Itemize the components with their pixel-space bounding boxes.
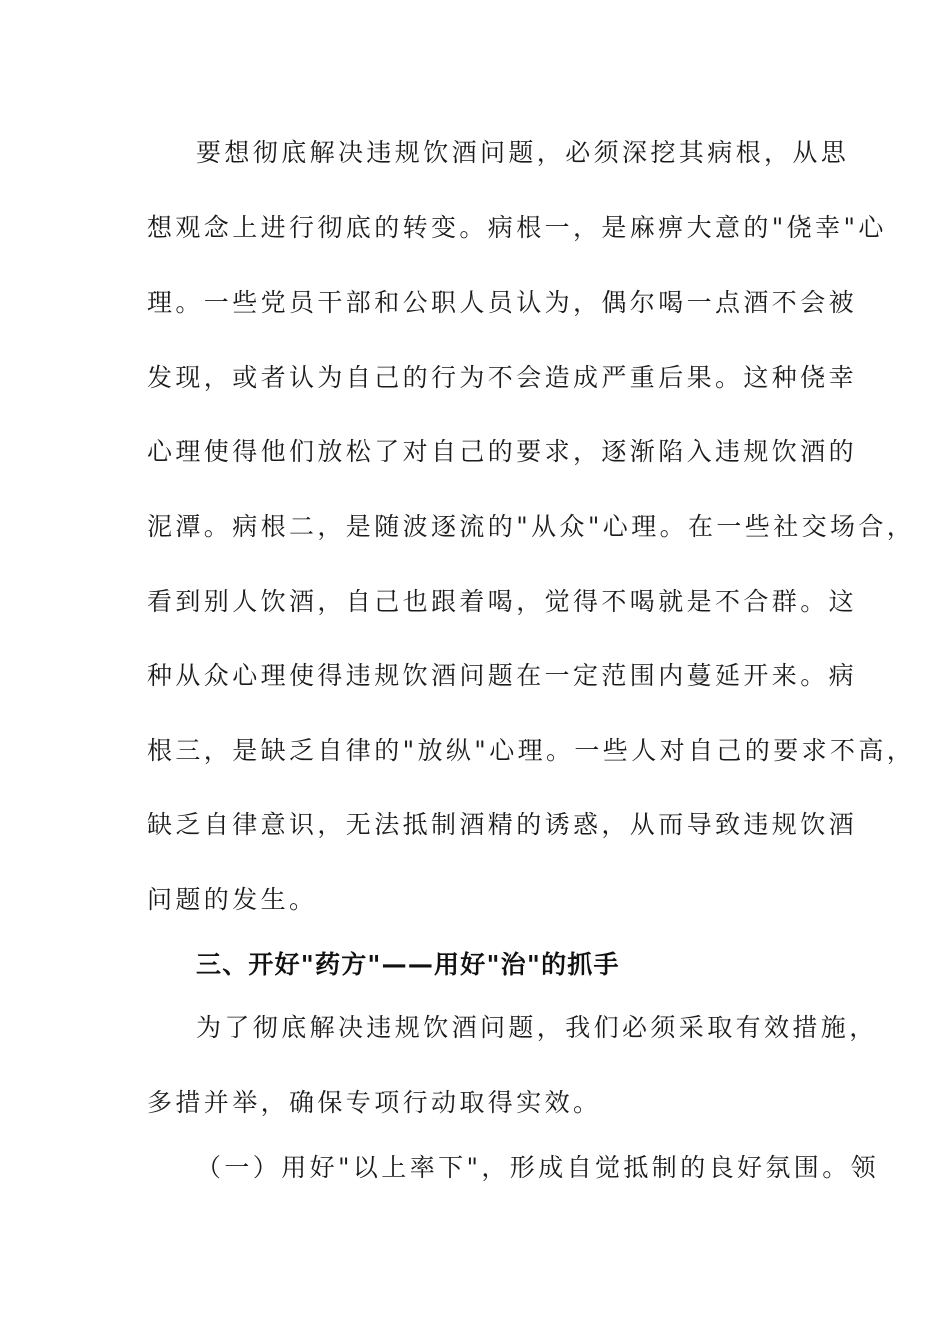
paragraph-line: 泥潭。病根二，是随波逐流的"从众"心理。在一些社交场合，: [147, 512, 916, 541]
paragraph-line: 要想彻底解决违规饮酒问题，必须深挖其病根，从思: [196, 138, 850, 167]
paragraph-line: 心理使得他们放松了对自己的要求，逐渐陷入违规饮酒的: [147, 437, 858, 466]
paragraph-line: 为了彻底解决违规饮酒问题，我们必须采取有效措施，: [196, 1013, 878, 1042]
paragraph-line: 理。一些党员干部和公职人员认为，偶尔喝一点酒不会被: [147, 288, 858, 317]
paragraph-line: 发现，或者认为自己的行为不会造成严重后果。这种侥幸: [147, 363, 858, 392]
paragraph-line: 多措并举，确保专项行动取得实效。: [147, 1088, 602, 1117]
paragraph-line: 缺乏自律意识，无法抵制酒精的诱惑，从而导致违规饮酒: [147, 810, 858, 839]
paragraph-line: 想观念上进行彻底的转变。病根一，是麻痹大意的"侥幸"心: [147, 213, 887, 242]
paragraph-line: 看到别人饮酒，自己也跟着喝，觉得不喝就是不合群。这: [147, 587, 858, 616]
paragraph-line: 问题的发生。: [147, 885, 318, 914]
subsection-line: （一）用好"以上率下"，形成自觉抵制的良好氛围。领: [196, 1153, 879, 1182]
section-heading: 三、开好"药方"——用好"治"的抓手: [196, 950, 620, 979]
paragraph-line: 种从众心理使得违规饮酒问题在一定范围内蔓延开来。病: [147, 661, 858, 690]
paragraph-line: 根三，是缺乏自律的"放纵"心理。一些人对自己的要求不高，: [147, 736, 916, 765]
